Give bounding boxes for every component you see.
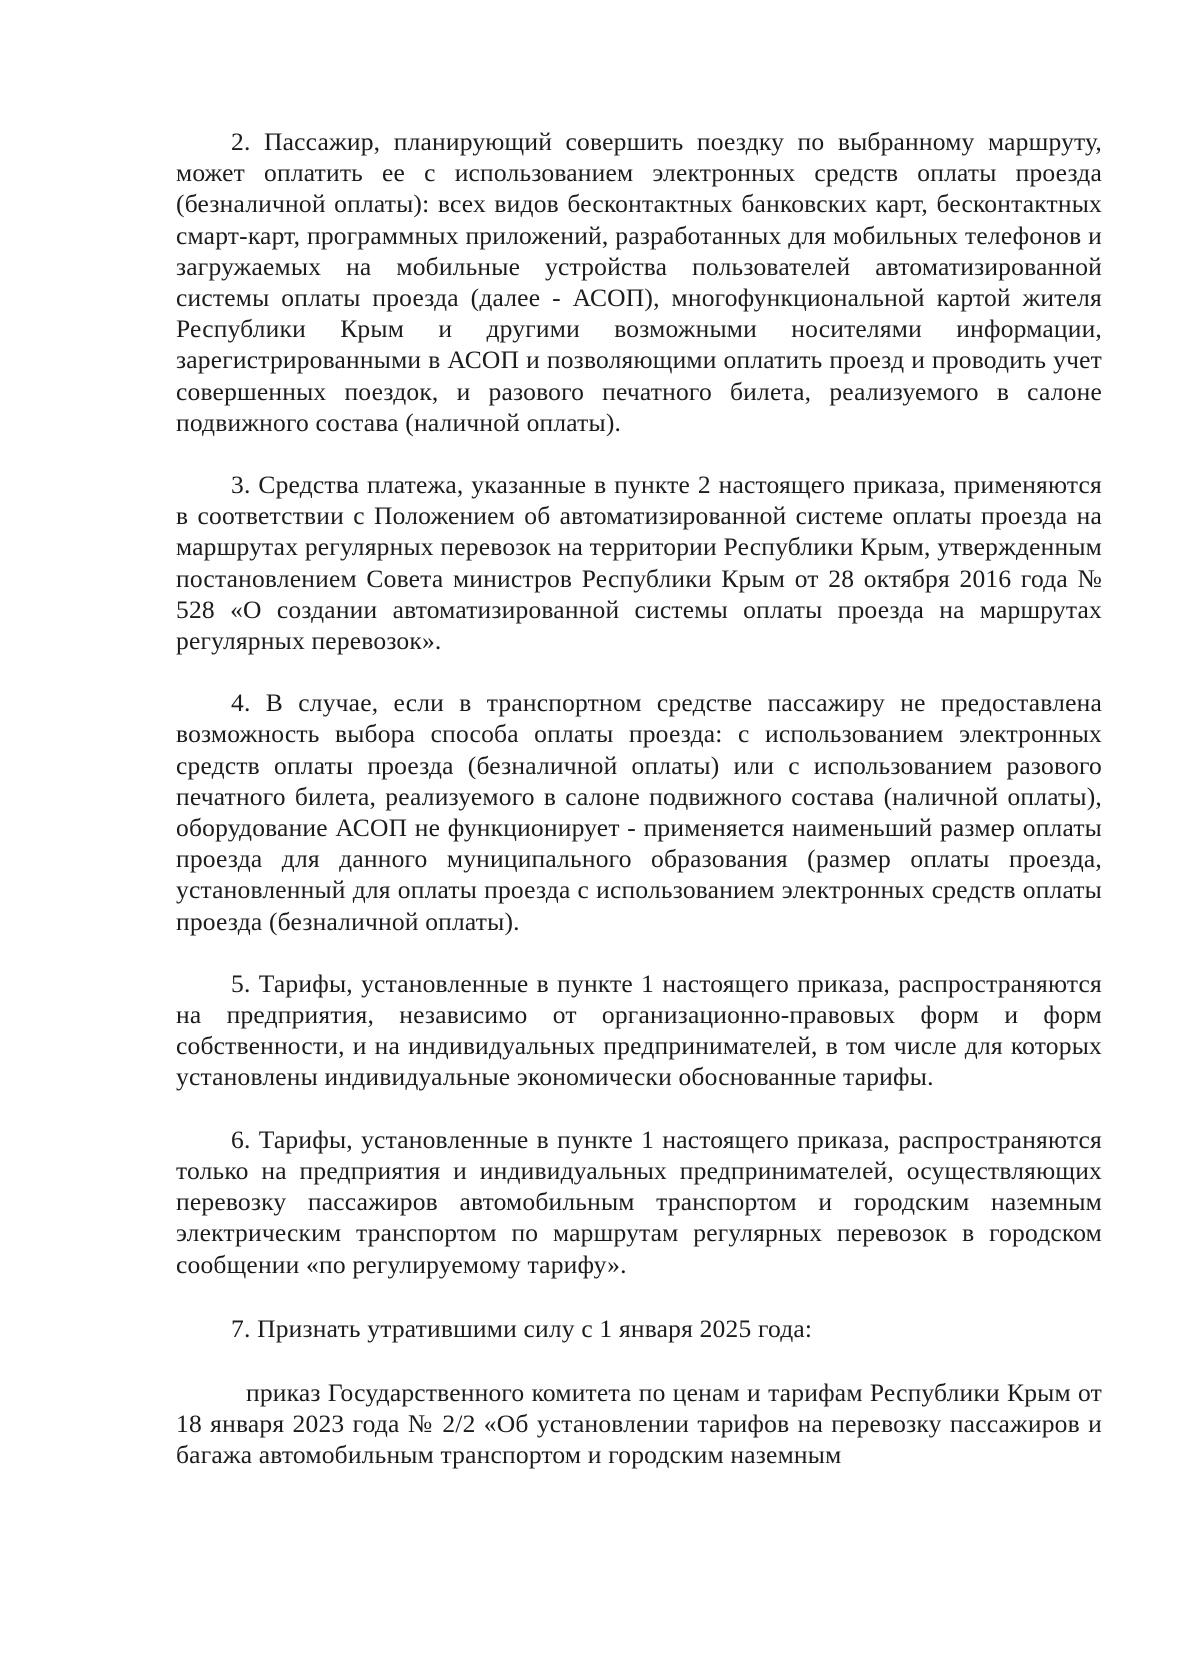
paragraph-6: 6. Тарифы, установленные в пункте 1 настоящего приказа, распространяются только на предприятия и индивидуальных предпринимателей, осуществляющих перевозку пассажиров автомобильным транспортом и городским наземным электрическим транспортом по маршрутам регулярных перевозок в городском сообщении «по регулируемому тарифу». <box>176 1124 1102 1279</box>
document-body <box>176 126 1102 1471</box>
paragraph-4: 4. В случае, если в транспортном средстве пассажиру не предоставлена возможность выбора способа оплаты проезда: с использованием электронных средств оплаты проезда (безналичной оплаты) или с использованием разового печатного билета, реализуемого в салоне подвижного состава (наличной оплаты), оборудование АСОП не функционирует - применяется наименьший размер оплаты проезда для данного муниципального образования (размер оплаты проезда, установленный для оплаты проезда с использованием электронных средств оплаты проезда (безналичной оплаты). <box>176 688 1102 936</box>
paragraph-5: 5. Тарифы, установленные в пункте 1 настоящего приказа, распространяются на предприятия, независимо от организационно-правовых форм и форм собственности, и на индивидуальных предпринимателей, в том числе для которых установлены индивидуальные экономически обоснованные тарифы. <box>176 968 1102 1092</box>
paragraph-8-repeal-order: приказ Государственного комитета по ценам и тарифам Республики Крым от 18 января 2023 года № 2/2 «Об установлении тарифов на перевозку пассажиров и багажа автомобильным транспортом и городским наземным <box>176 1377 1102 1470</box>
paragraph-7: 7. Признать утратившими силу с 1 января 2025 года: <box>231 1313 813 1343</box>
paragraph-3: 3. Средства платежа, указанные в пункте 2 настоящего приказа, применяются в соответствии с Положением об автоматизированной системе оплаты проезда на маршрутах регулярных перевозок на территории Республики Крым, утвержденным постановлением Совета министров Республики Крым от 28 октября 2016 года № 528 «О создании автоматизированной системы оплаты проезда на маршрутах регулярных перевозок». <box>176 470 1102 656</box>
paragraph-2: 2. Пассажир, планирующий совершить поездку по выбранному маршруту, может оплатить ее с использованием электронных средств оплаты проезда (безналичной оплаты): всех видов бесконтактных банковских карт, бесконтактных смарт-карт, программных приложений, разработанных для мобильных телефонов и загружаемых на мобильные устройства пользователей автоматизированной системы оплаты проезда (далее - АСОП), многофункциональной картой жителя Республики Крым и другими возможными носителями информации, зарегистрированными в АСОП и позволяющими оплатить проезд и проводить учет совершенных поездок, и разового печатного билета, реализуемого в салоне подвижного состава (наличной оплаты). <box>176 127 1102 437</box>
